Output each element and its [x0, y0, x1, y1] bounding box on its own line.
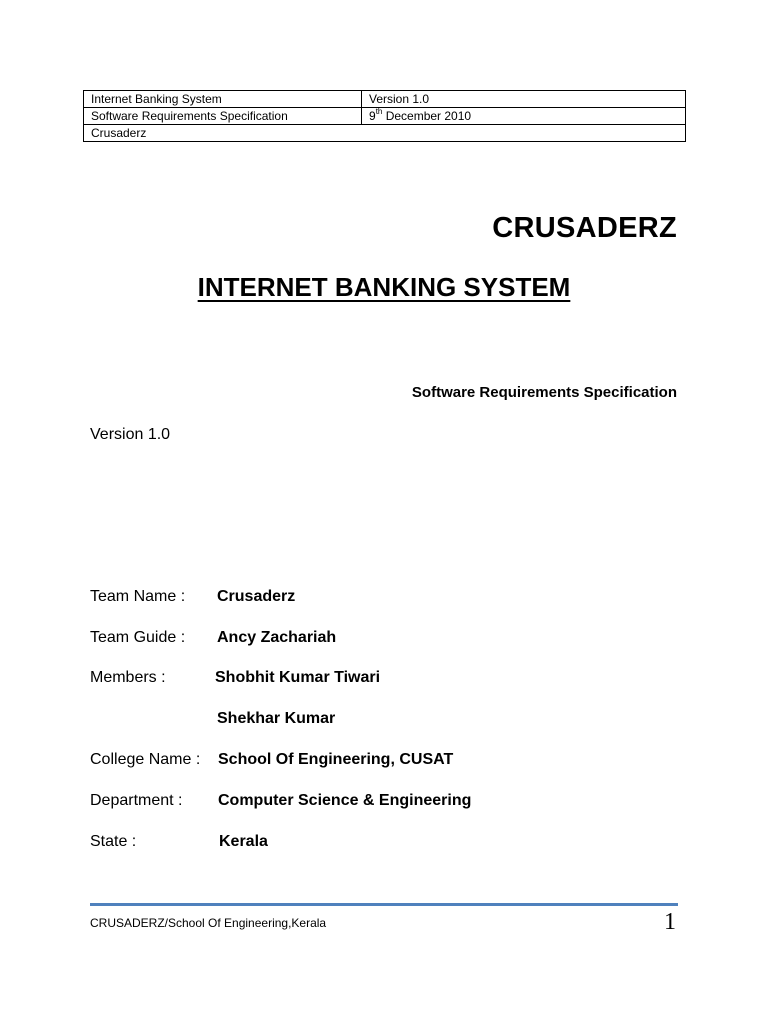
team-guide-label: Team Guide :: [90, 629, 186, 646]
document-type: Software Requirements Specification: [411, 384, 677, 401]
team-guide-row: [90, 629, 337, 647]
header-doctype-cell: Software Requirements Specification: [84, 108, 362, 125]
version-label: Version 1.0: [90, 426, 171, 443]
footer-text: CRUSADERZ/School Of Engineering,Kerala: [90, 916, 327, 930]
member-name: Shobhit Kumar Tiwari: [215, 669, 381, 686]
header-version-cell: Version 1.0: [362, 91, 686, 108]
header-date-cell: [362, 108, 686, 125]
state-label: State :: [90, 833, 137, 850]
department-label: Department :: [90, 792, 183, 809]
page-title: INTERNET BANKING SYSTEM: [197, 272, 571, 302]
header-date-suffix: th: [375, 107, 383, 116]
document-header-table: [83, 90, 686, 142]
college-name-value: School Of Engineering, CUSAT: [218, 751, 454, 768]
department-value: Computer Science & Engineering: [218, 792, 472, 809]
members-row: [90, 669, 381, 687]
footer-divider: [90, 903, 678, 906]
header-team-cell: Crusaderz: [84, 125, 686, 142]
state-value: Kerala: [219, 833, 268, 850]
state-row: [90, 833, 268, 851]
team-name-value: Crusaderz: [217, 588, 296, 605]
members-label: Members :: [90, 669, 166, 686]
header-date-rest: December 2010: [382, 109, 472, 123]
header-row: [84, 108, 686, 125]
college-name-row: [90, 751, 454, 769]
page-number: 1: [664, 909, 676, 935]
department-row: [90, 792, 472, 810]
team-name-label: Team Name :: [90, 588, 186, 605]
header-row: [84, 91, 686, 108]
member-name: Shekhar Kumar: [217, 710, 336, 727]
header-project-cell: Internet Banking System: [84, 91, 362, 108]
college-name-label: College Name :: [90, 751, 201, 768]
team-guide-value: Ancy Zachariah: [217, 629, 337, 646]
team-name-row: [90, 588, 296, 606]
header-row: [84, 125, 686, 142]
header-date-day: 9: [369, 109, 376, 123]
organization-title: CRUSADERZ: [492, 212, 677, 244]
